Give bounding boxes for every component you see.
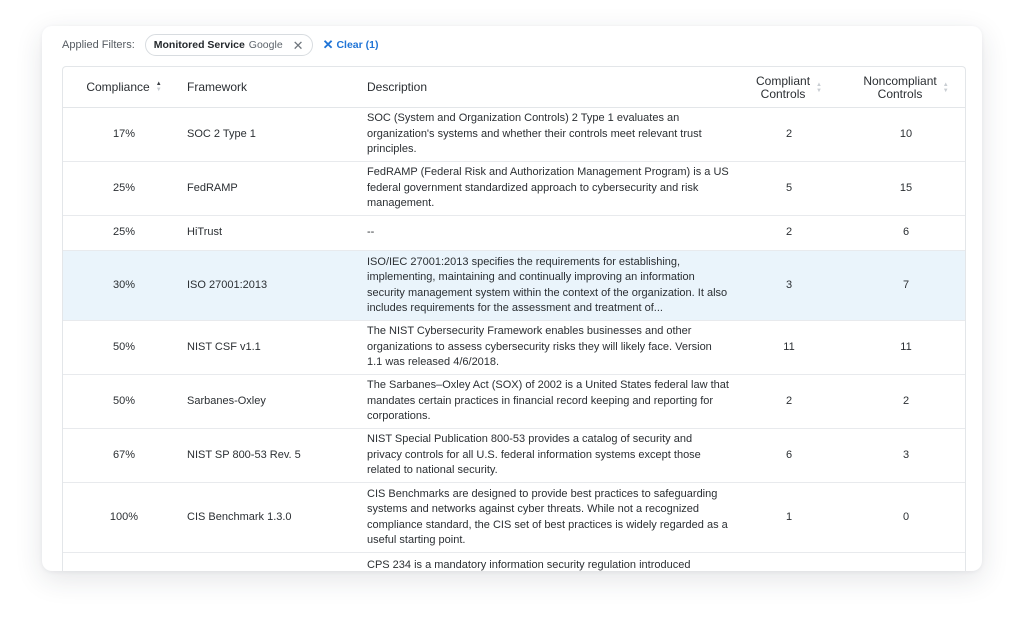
framework-header-label: Framework — [187, 80, 248, 94]
description-cell: SOC (System and Organization Controls) 2 Type 1 evaluates an organization's systems and whether their controls meet relevant trust principles. — [367, 108, 733, 162]
noncompliant-controls-cell: 3 — [845, 429, 966, 483]
description-cell: -- — [367, 216, 733, 251]
compliance-cell: 100% — [63, 483, 185, 553]
column-header-noncompliant-controls[interactable] — [845, 67, 966, 108]
table-row[interactable] — [63, 216, 966, 251]
column-header-compliant-controls[interactable] — [733, 67, 845, 108]
sort-up-arrow-icon: ▲ — [155, 81, 162, 87]
noncompliant-header-line2: Controls — [877, 86, 923, 101]
table-header-row — [63, 67, 966, 108]
compliant-controls-cell: 2 — [733, 108, 845, 162]
compliance-cell: 30% — [63, 251, 185, 321]
compliant-controls-cell: 3 — [733, 251, 845, 321]
noncompliant-controls-cell: 0 — [845, 483, 966, 553]
sort-icon — [943, 82, 949, 94]
table-row[interactable] — [63, 108, 966, 162]
noncompliant-controls-cell: 10 — [845, 108, 966, 162]
compliant-header-line2: Controls — [760, 86, 806, 101]
noncompliant-controls-cell: 11 — [845, 321, 966, 375]
description-header-label: Description — [367, 80, 428, 94]
framework-cell: NIST SP 800-53 Rev. 5 — [185, 429, 367, 483]
description-text: ISO/IEC 27001:2013 specifies the requirements for establishing, implementing, maintaining and continually improving an information security management system within the context of the organization. It also includes requirements for the assessment and treatment of... — [367, 255, 728, 314]
table-row[interactable] — [63, 321, 966, 375]
table-row[interactable] — [63, 375, 966, 429]
compliance-cell: 50% — [63, 321, 185, 375]
compliance-cell: 50% — [63, 375, 185, 429]
compliant-controls-cell: 5 — [733, 162, 845, 216]
framework-cell — [185, 553, 367, 572]
framework-cell: ISO 27001:2013 — [185, 251, 367, 321]
noncompliant-controls-cell: 2 — [845, 375, 966, 429]
compliance-cell: 67% — [63, 429, 185, 483]
framework-cell: HiTrust — [185, 216, 367, 251]
framework-cell: SOC 2 Type 1 — [185, 108, 367, 162]
sort-down-arrow-icon: ▼ — [942, 87, 949, 94]
description-cell: NIST Special Publication 800-53 provides a catalog of security and privacy controls for all U.S. federal information systems except those related to national security. — [367, 429, 733, 483]
sort-down-arrow-icon: ▼ — [816, 87, 822, 94]
table-row[interactable] — [63, 162, 966, 216]
noncompliant-header-line1: Noncompliant — [863, 73, 937, 88]
framework-cell: CIS Benchmark 1.3.0 — [185, 483, 367, 553]
compliant-controls-cell: 1 — [733, 483, 845, 553]
remove-filter-close-icon[interactable]: ✕ — [292, 37, 304, 53]
filter-chip-value: Google — [248, 39, 283, 51]
compliance-cell: 17% — [63, 108, 185, 162]
compliant-header-line1: Compliant — [756, 73, 811, 88]
description-cell: The Sarbanes–Oxley Act (SOX) of 2002 is a United States federal law that mandates certain practices in financial record keeping and reporting for corporations. — [367, 375, 733, 429]
table-row[interactable] — [63, 483, 966, 553]
compliant-controls-cell: 6 — [733, 429, 845, 483]
noncompliant-controls-header-label — [863, 75, 936, 101]
column-header-framework — [185, 67, 367, 108]
sort-down-arrow-icon: ▼ — [155, 87, 162, 93]
description-cell: CPS 234 is a mandatory information security regulation introduced — [367, 553, 733, 572]
filter-chip-monitored-service[interactable] — [145, 34, 313, 56]
compliant-controls-cell: 2 — [733, 216, 845, 251]
compliant-controls-cell: 2 — [733, 375, 845, 429]
clear-close-icon: ✕ — [322, 37, 334, 52]
compliant-controls-header-label — [756, 75, 810, 101]
applied-filters-label: Applied Filters: — [62, 39, 135, 51]
frameworks-card — [42, 26, 982, 571]
compliant-controls-cell: 11 — [733, 321, 845, 375]
framework-cell: Sarbanes-Oxley — [185, 375, 367, 429]
frameworks-table — [63, 67, 966, 571]
table-row[interactable] — [63, 429, 966, 483]
sort-ascending-icon — [156, 81, 162, 93]
framework-cell: FedRAMP — [185, 162, 367, 216]
noncompliant-controls-cell: 6 — [845, 216, 966, 251]
compliance-header-label: Compliance — [86, 80, 150, 94]
noncompliant-controls-cell: 15 — [845, 162, 966, 216]
filter-chip-key: Monitored Service — [153, 39, 245, 51]
noncompliant-controls-cell: 7 — [845, 251, 966, 321]
compliance-cell: 25% — [63, 162, 185, 216]
compliance-cell — [63, 553, 185, 572]
clear-filters-label: Clear (1) — [336, 39, 379, 51]
column-header-compliance[interactable] — [63, 67, 185, 108]
clear-filters-button[interactable] — [323, 37, 379, 53]
frameworks-table-container — [62, 66, 966, 571]
compliant-controls-cell — [733, 553, 845, 572]
table-row-partial[interactable] — [63, 553, 966, 572]
description-cell: FedRAMP (Federal Risk and Authorization Management Program) is a US federal government standardized approach to cybersecurity and risk management. — [367, 162, 733, 216]
description-cell: CIS Benchmarks are designed to provide best practices to safeguarding systems and networks against cyber threats. While not a recognized compliance standard, the CIS set of best practices is widely regarded as a useful starting point. — [367, 483, 733, 553]
applied-filters-bar — [62, 31, 378, 59]
description-cell: The NIST Cybersecurity Framework enables businesses and other organizations to assess cybersecurity risks they will likely face. Version 1.1 was released 4/6/2018. — [367, 321, 733, 375]
table-row-hovered[interactable] — [63, 251, 966, 321]
sort-up-arrow-icon: ▲ — [942, 81, 949, 88]
framework-cell: NIST CSF v1.1 — [185, 321, 367, 375]
sort-up-arrow-icon: ▲ — [816, 81, 822, 88]
description-cell — [367, 251, 733, 321]
sort-icon — [816, 82, 822, 94]
noncompliant-controls-cell — [845, 553, 966, 572]
column-header-description — [367, 67, 733, 108]
compliance-cell: 25% — [63, 216, 185, 251]
